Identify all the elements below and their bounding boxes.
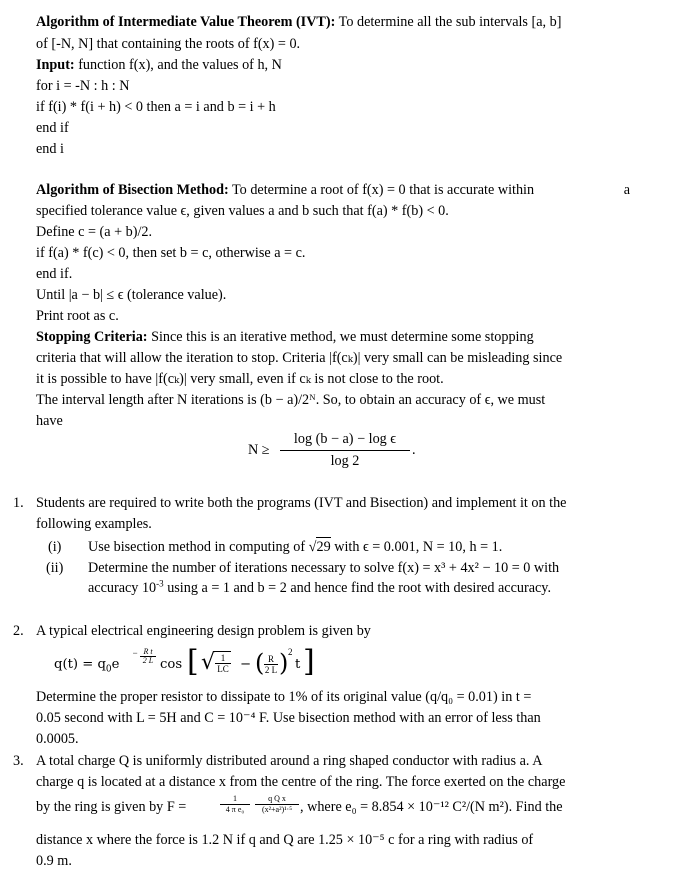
- sqrt-icon: √: [308, 539, 317, 555]
- q1-line-1: Students are required to write both the programs (IVT and Bisection) and implement it on the: [36, 495, 567, 511]
- bisection-line-1-tail: a: [623, 182, 630, 198]
- bisection-if-line: if f(a) * f(c) < 0, then set b = c, otherwise a = c.: [36, 245, 306, 261]
- q3-f2-den: (x²+a²)¹·⁵: [261, 805, 293, 814]
- right-paren-icon: ): [279, 649, 289, 677]
- bisection-line-2: specified tolerance value ϵ, given values a and b such that f(a) * f(b) < 0.: [36, 203, 449, 219]
- q2-line-2: Determine the proper resistor to dissipate to 1% of its original value (q/q₀ = 0.01) in t =: [36, 689, 532, 705]
- bisection-until: Until |a − b| ≤ ϵ (tolerance value).: [36, 287, 227, 303]
- stopping-line-5: have: [36, 413, 63, 429]
- ivt-heading: Algorithm of Intermediate Value Theorem (IVT):: [36, 14, 336, 30]
- q1-ii-label: (ii): [46, 560, 64, 576]
- q2-number: 2.: [13, 623, 24, 639]
- stopping-formula-period: .: [412, 442, 416, 458]
- left-bracket-icon: [: [187, 644, 199, 679]
- q2-line-1: A typical electrical engineering design problem is given by: [36, 623, 371, 639]
- ivt-end-i: end i: [36, 141, 64, 157]
- stopping-line-3: it is possible to have |f(cₖ)| very small, even if cₖ is not close to the root.: [36, 371, 444, 387]
- ivt-line-2: of [-N, N] that containing the roots of f(x) = 0.: [36, 36, 301, 52]
- q2-eq-minus: −: [240, 657, 252, 672]
- q2-r-fraction: [264, 654, 278, 675]
- q3-f1-num: 1: [220, 794, 250, 805]
- q3-fraction-1: [220, 794, 250, 815]
- ivt-if-line: if f(i) * f(i + h) < 0 then a = i and b = i + h: [36, 99, 276, 115]
- q2-r-den: 2 L: [264, 665, 278, 675]
- q3-line-4: distance x where the force is 1.2 N if q and Q are 1.25 × 10⁻⁵ c for a ring with radius of: [36, 832, 534, 848]
- right-bracket-icon: ]: [303, 644, 315, 679]
- q1-ii-line-1: Determine the number of iterations necessary to solve f(x) = x³ + 4x² − 10 = 0 with: [88, 560, 560, 576]
- q2-r-num: R: [264, 654, 278, 665]
- stopping-label: Stopping Criteria:: [36, 329, 148, 345]
- q2-eq-square: 2: [288, 647, 293, 657]
- q1-ii-line-2-b: using a = 1 and b = 2 and hence find the root with desired accuracy.: [163, 580, 552, 596]
- q2-exp-minus: −: [132, 648, 139, 658]
- q3-number: 3.: [13, 753, 24, 769]
- ivt-input-label: Input:: [36, 57, 75, 73]
- stopping-line-1-rest: Since this is an iterative method, we must determine some stopping: [151, 329, 534, 345]
- q1-line-2: following examples.: [36, 516, 152, 532]
- stopping-formula-numerator: log (b − a) − log ϵ: [280, 430, 410, 451]
- q2-exp-fraction: [140, 648, 156, 665]
- q1-ii-exponent: -3: [156, 578, 164, 589]
- q1-i-label: (i): [48, 539, 62, 555]
- q2-frac-den: LC: [217, 664, 229, 674]
- ivt-end-if: end if: [36, 120, 69, 136]
- q2-eq-t: t: [295, 657, 301, 672]
- stopping-formula-fraction: [280, 430, 410, 471]
- bisection-heading: Algorithm of Bisection Method:: [36, 182, 229, 198]
- q1-i-text-c: with ϵ = 0.001, N = 10, h = 1.: [334, 539, 503, 555]
- ivt-for-line: for i = -N : h : N: [36, 78, 130, 94]
- q2-exp-num: R t: [140, 648, 156, 657]
- left-paren-icon: (: [255, 649, 265, 677]
- stopping-line-2: criteria that will allow the iteration to stop. Criteria |f(cₖ)| very small can be misleading since: [36, 350, 563, 366]
- q1-ii-line-2-a: accuracy 10: [88, 580, 157, 596]
- q1-i-text: [88, 538, 502, 556]
- q1-i-radicand: 29: [316, 539, 331, 555]
- ivt-line-1: [36, 13, 561, 31]
- q2-eq-lhs: $q(t) = q_0e$: [54, 657, 120, 675]
- q2-line-3: 0.05 second with L = 5H and C = 10⁻⁴ F. Use bisection method with an error of less than: [36, 710, 541, 726]
- q3-f2-num: q Q x: [255, 794, 299, 805]
- stopping-formula-denominator: log 2: [330, 453, 360, 469]
- q1-i-text-a: Use bisection method in computing of: [88, 539, 306, 555]
- q2-sqrt-fraction: [215, 651, 231, 674]
- bisection-print: Print root as c.: [36, 308, 119, 324]
- bisection-end-if: end if.: [36, 266, 73, 282]
- q2-exp-den: 2 L: [142, 656, 154, 665]
- q3-line-1: A total charge Q is uniformly distributed around a ring shaped conductor with radius a. A: [36, 753, 543, 769]
- sqrt-icon: √: [201, 650, 216, 675]
- bisection-heading-rest: To determine a root of f(x) = 0 that is accurate within: [232, 182, 535, 198]
- q3-line-5: 0.9 m.: [36, 853, 72, 869]
- q3-line-2: charge q is located at a distance x from the centre of the ring. The force exerted on the charge: [36, 774, 566, 790]
- stopping-line-1: [36, 328, 630, 346]
- ivt-input-text: function f(x), and the values of h, N: [78, 57, 282, 73]
- q3-f1-den: 4 π e₀: [225, 805, 245, 814]
- q1-number: 1.: [13, 495, 24, 511]
- q2-line-4: 0.0005.: [36, 731, 79, 747]
- q3-line-3-a: by the ring is given by F =: [36, 799, 187, 815]
- stopping-formula-lhs: N ≥: [248, 442, 270, 458]
- q3-line-3: [36, 790, 636, 822]
- q2-frac-num: 1: [215, 653, 231, 664]
- bisection-line-1: [36, 181, 630, 199]
- q1-ii-line-2: [88, 579, 551, 597]
- q3-line-3-b: , where e₀ = 8.854 × 10⁻¹² C²/(N m²). Find the: [300, 799, 563, 815]
- ivt-heading-rest: To determine all the sub intervals [a, b]: [338, 14, 562, 30]
- q2-eq-cos: cos: [160, 657, 183, 672]
- stopping-line-4: The interval length after N iterations is (b − a)/2ᴺ. So, to obtain an accuracy of ϵ, we must: [36, 392, 546, 408]
- ivt-input-line: [36, 56, 282, 74]
- q3-fraction-2: [255, 794, 299, 815]
- bisection-define: Define c = (a + b)/2.: [36, 224, 153, 240]
